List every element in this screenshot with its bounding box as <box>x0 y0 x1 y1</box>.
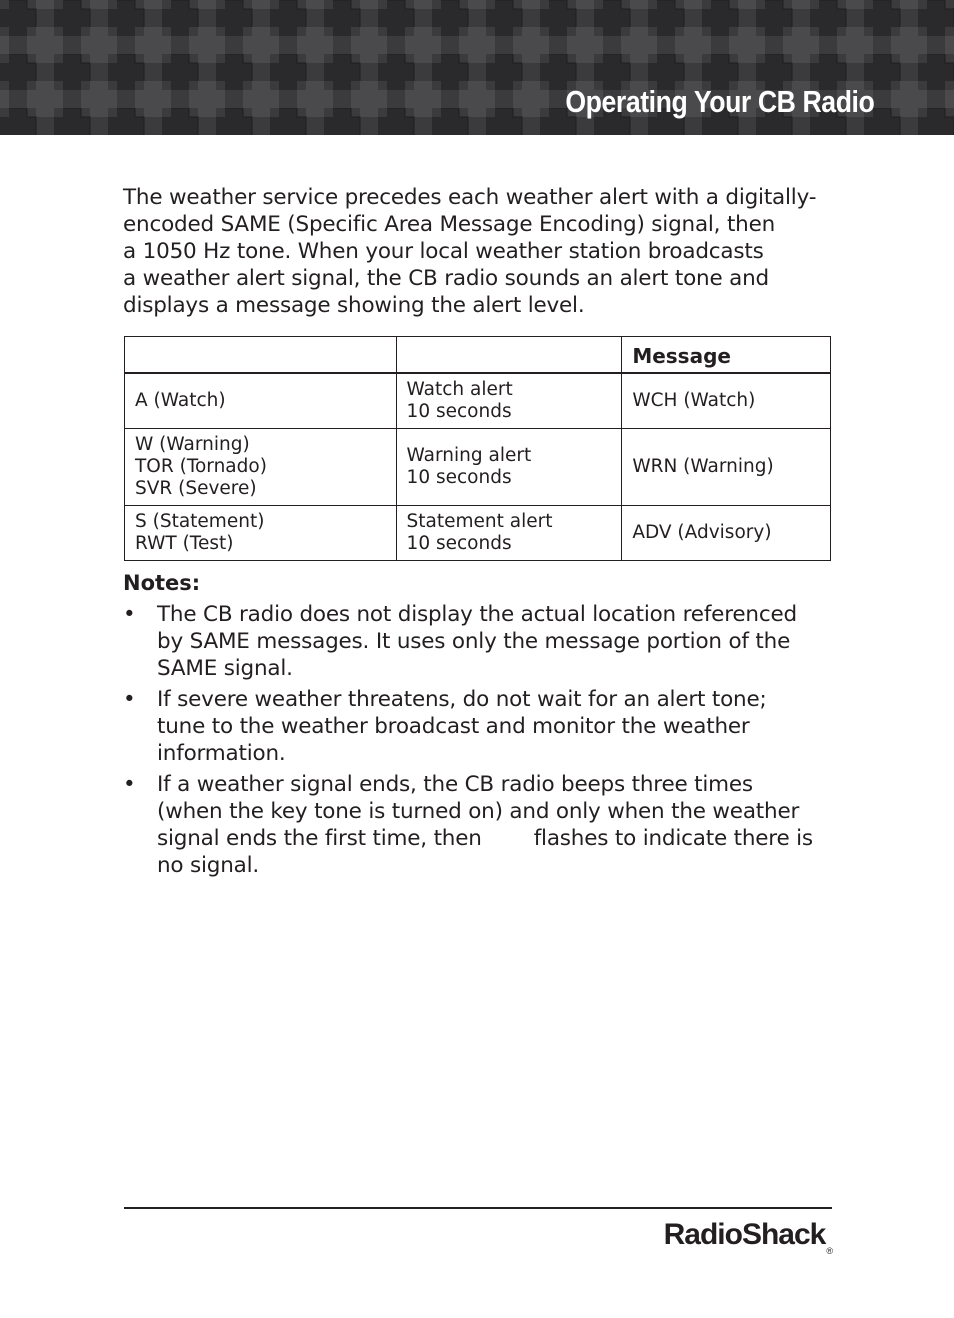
alert-message-cell: WCH (Watch) <box>622 373 831 429</box>
bullet-icon: • <box>123 772 136 797</box>
intro-line: a 1050 Hz tone. When your local weather station broadcasts <box>123 239 764 264</box>
alert-level-cell <box>125 373 397 429</box>
alert-level-text: W (Warning) <box>135 434 250 455</box>
note-line: If a weather signal ends, the CB radio beeps three times <box>157 772 753 797</box>
table-row <box>125 429 831 506</box>
note-line-part: flashes to indicate there is <box>533 826 813 851</box>
alert-level-text: TOR (Tornado) <box>135 456 267 477</box>
alert-level-text: SVR (Severe) <box>135 478 257 499</box>
note-line: by SAME messages. It uses only the message portion of the <box>157 629 791 654</box>
table-header-row <box>125 337 831 374</box>
note-line: SAME signal. <box>157 656 293 681</box>
intro-line: displays a message showing the alert level. <box>123 293 585 318</box>
alert-tone-text: Watch alert <box>406 379 513 400</box>
alert-tone-text: Warning alert <box>406 445 532 466</box>
alert-duration-text: 10 seconds <box>406 467 512 488</box>
alert-level-text: RWT (Test) <box>135 533 234 554</box>
footer-divider <box>124 1207 832 1209</box>
alert-duration-text: 10 seconds <box>406 533 512 554</box>
registered-mark: ® <box>826 1246 833 1256</box>
table-header-message: Message <box>622 337 831 374</box>
list-item <box>123 686 835 767</box>
brand-name: RadioShack <box>663 1218 826 1251</box>
note-line: no signal. <box>157 853 260 878</box>
intro-line: The weather service precedes each weather alert with a digitally- <box>123 185 817 210</box>
bullet-icon: • <box>123 687 136 712</box>
table-header-tone <box>396 337 622 374</box>
note-line: information. <box>157 741 286 766</box>
notes-list <box>123 601 835 883</box>
note-line-part: signal ends the first time, then <box>157 826 482 851</box>
alert-level-text: A (Watch) <box>135 390 226 411</box>
table-row <box>125 506 831 561</box>
alert-message-cell: WRN (Warning) <box>622 429 831 506</box>
alert-level-table <box>124 336 831 561</box>
intro-line: a weather alert signal, the CB radio sounds an alert tone and <box>123 266 769 291</box>
intro-paragraph <box>123 184 835 319</box>
alert-tone-cell <box>396 429 622 506</box>
alert-tone-cell <box>396 506 622 561</box>
alert-tone-cell <box>396 373 622 429</box>
note-line: The CB radio does not display the actual location referenced <box>157 602 797 627</box>
table-header-level <box>125 337 397 374</box>
alert-message-cell: ADV (Advisory) <box>622 506 831 561</box>
alert-level-cell <box>125 506 397 561</box>
page-title: Operating Your CB Radio <box>564 84 874 119</box>
header-banner <box>0 0 954 135</box>
list-item <box>123 771 835 879</box>
table-row <box>125 373 831 429</box>
note-line <box>157 825 835 852</box>
note-line: (when the key tone is turned on) and only when the weather <box>157 799 800 824</box>
note-line: tune to the weather broadcast and monitor the weather <box>157 714 750 739</box>
intro-line: encoded SAME (Specific Area Message Encoding) signal, then <box>123 212 776 237</box>
note-line: If severe weather threatens, do not wait for an alert tone; <box>157 687 767 712</box>
notes-heading: Notes: <box>123 571 201 595</box>
bullet-icon: • <box>123 602 136 627</box>
alert-level-text: S (Statement) <box>135 511 265 532</box>
alert-level-cell <box>125 429 397 506</box>
radioshack-logo <box>664 1218 833 1256</box>
alert-duration-text: 10 seconds <box>406 401 512 422</box>
list-item <box>123 601 835 682</box>
alert-tone-text: Statement alert <box>406 511 553 532</box>
